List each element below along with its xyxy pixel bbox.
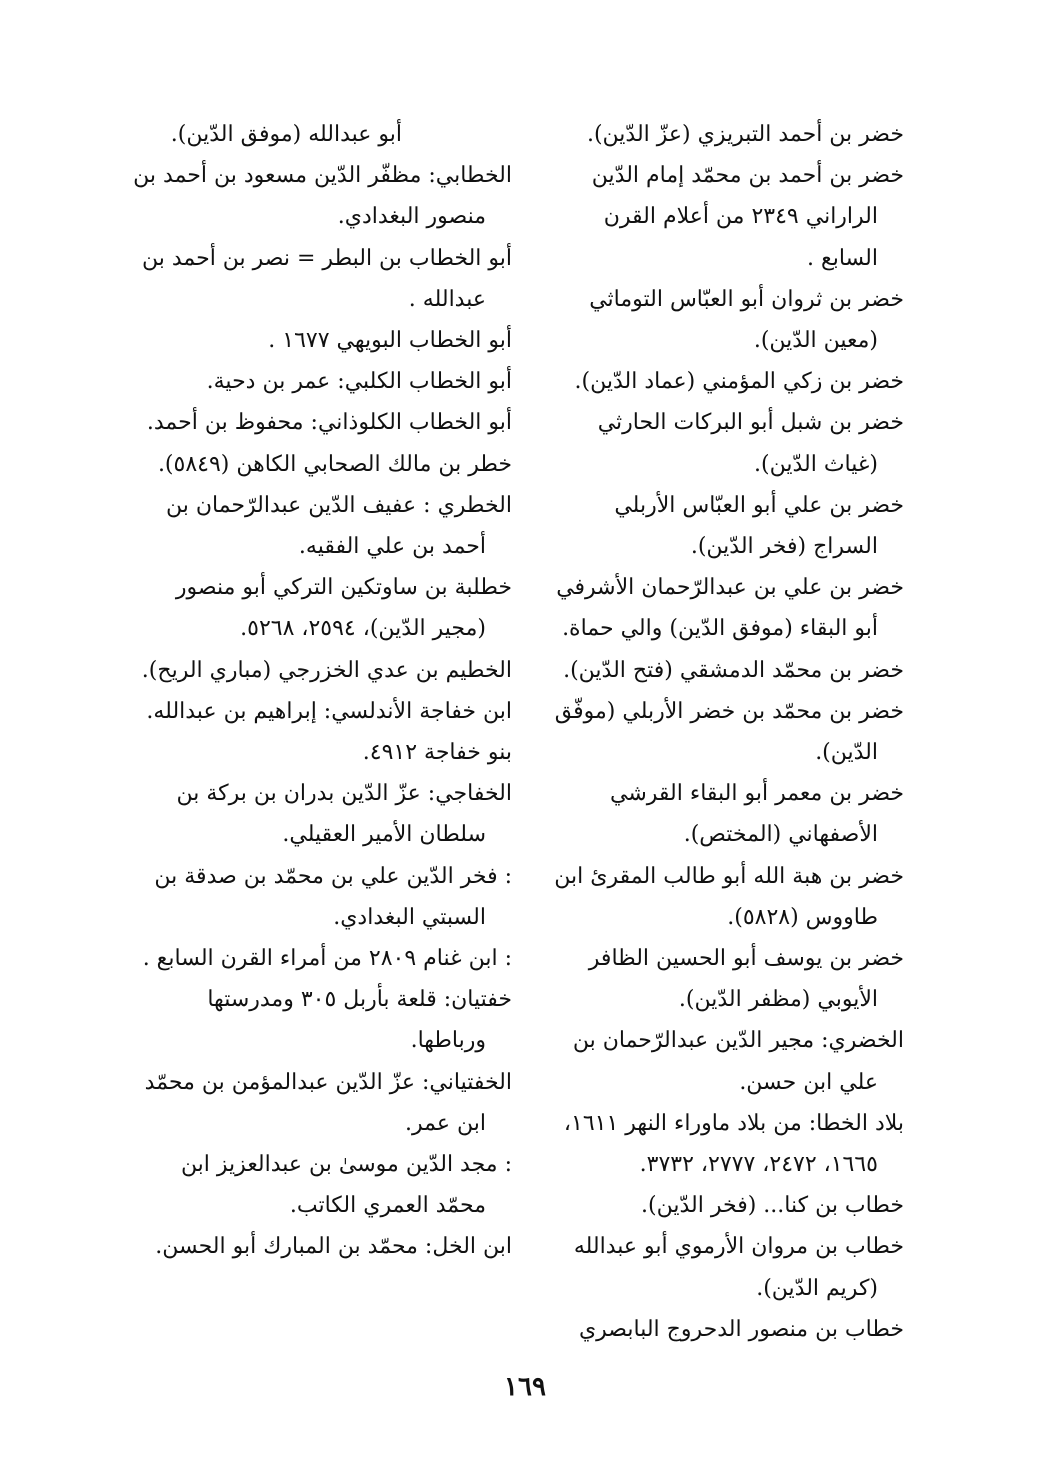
index-entry: أبو الخطاب الكلبي: عمر بن دحية. — [206, 369, 512, 395]
page-number: ١٦٩ — [504, 1372, 546, 1402]
index-entry: خضر بن زكي المؤمني (عماد الدّين). — [574, 369, 904, 395]
index-entry: خضر بن علي أبو العبّاس الأربلي السراج (فخر الدّين). — [614, 492, 904, 560]
index-entry: خضر بن أحمد التبريزي (عزّ الدّين). — [586, 122, 904, 147]
index-entry: خضر بن أحمد بن محمّد إمام الدّين الراراني ٢٣٤٩ من أعلام القرن السابع . — [591, 163, 904, 271]
index-entry: خضر بن هبة الله أبو طالب المقرئ ابن طاووس (٥٨٢٨). — [554, 863, 904, 930]
index-entry: بنو خفاجة ٤٩١٢. — [362, 740, 512, 766]
index-entry: الخطيم بن عدي الخزرجي (مباري الريح). — [141, 657, 512, 683]
index-entry-continuation: أبو عبدالله (موفق الدّين). — [170, 122, 402, 147]
index-column-left — [130, 114, 512, 1268]
index-entry: خفتيان: قلعة بأربل ٣٠٥ ومدرستها ورباطها. — [207, 987, 512, 1054]
index-entry: ابن خفاجة الأندلسي: إبراهيم بن عبدالله. — [146, 698, 512, 724]
index-entry: أبو الخطاب البويهي ١٦٧٧ . — [268, 328, 512, 354]
index-entry: الخضري: مجير الدّين عبدالرّحمان بن علي ابن حسن. — [572, 1028, 904, 1095]
index-entry: خطاب بن مروان الأرموي أبو عبدالله (كريم الدّين). — [573, 1234, 904, 1301]
index-entry: الخفاجي: عزّ الدّين بدران بن بركة بن سلطان الأمير العقيلي. — [176, 781, 512, 848]
index-entry: أبو الخطاب الكلوذاني: محفوظ بن أحمد. — [146, 410, 512, 436]
index-column-right — [544, 114, 904, 1350]
index-entry: خضر بن محمّد بن خضر الأربلي (موفّق الدّين). — [554, 698, 904, 766]
index-entry: خطلبة بن ساوتكين التركي أبو منصور (مجير الدّين)، ٢٥٩٤، ٥٢٦٨. — [175, 575, 512, 642]
index-entry: : ابن غنام ٢٨٠٩ من أمراء القرن السابع . — [142, 946, 512, 972]
index-entry: خطاب بن منصور الدحروج البابصري — [578, 1316, 904, 1342]
index-entry: : فخر الدّين علي بن محمّد بن صدقة بن السبتي البغدادي. — [154, 863, 512, 930]
index-entry: بلاد الخطا: من بلاد ماوراء النهر ١٦١١، ١٦٦٥، ٢٤٧٢، ٢٧٧٧، ٣٧٣٢. — [563, 1110, 904, 1178]
index-entry: خضر بن شبل أبو البركات الحارثي (غياث الدّين). — [597, 410, 904, 477]
index-entry: : مجد الدّين موسىٰ بن عبدالعزيز ابن محمّد العمري الكاتب. — [180, 1152, 512, 1219]
index-entry: الخفتياني: عزّ الدّين عبدالمؤمن بن محمّد ابن عمر. — [144, 1069, 512, 1136]
index-entry: خضر بن يوسف أبو الحسين الظافر الأيوبي (مظفر الدّين). — [588, 946, 904, 1013]
index-entry: الخطابي: مظفّر الدّين مسعود بن أحمد بن منصور البغدادي. — [133, 163, 512, 230]
index-entry: خضر بن ثروان أبو العبّاس التوماثي (معين الدّين). — [589, 286, 904, 354]
index-entry: خطر بن مالك الصحابي الكاهن (٥٨٤٩). — [157, 451, 512, 477]
index-entry: ابن الخل: محمّد بن المبارك أبو الحسن. — [155, 1234, 512, 1260]
index-entry: أبو الخطاب بن البطر = نصر بن أحمد بن عبدالله . — [141, 245, 512, 312]
index-entry: خضر بن علي بن عبدالرّحمان الأشرفي أبو البقاء (موفق الدّين) والي حماة. — [556, 575, 904, 642]
index-entry: خضر بن محمّد الدمشقي (فتح الدّين). — [563, 657, 904, 683]
index-entry: الخطري : عفيف الدّين عبدالرّحمان بن أحمد بن علي الفقيه. — [165, 492, 512, 560]
index-entry: خضر بن معمر أبو البقاء القرشي الأصفهاني (المختص). — [610, 781, 904, 848]
index-entry: خطاب بن كنا... (فخر الدّين). — [641, 1193, 904, 1219]
